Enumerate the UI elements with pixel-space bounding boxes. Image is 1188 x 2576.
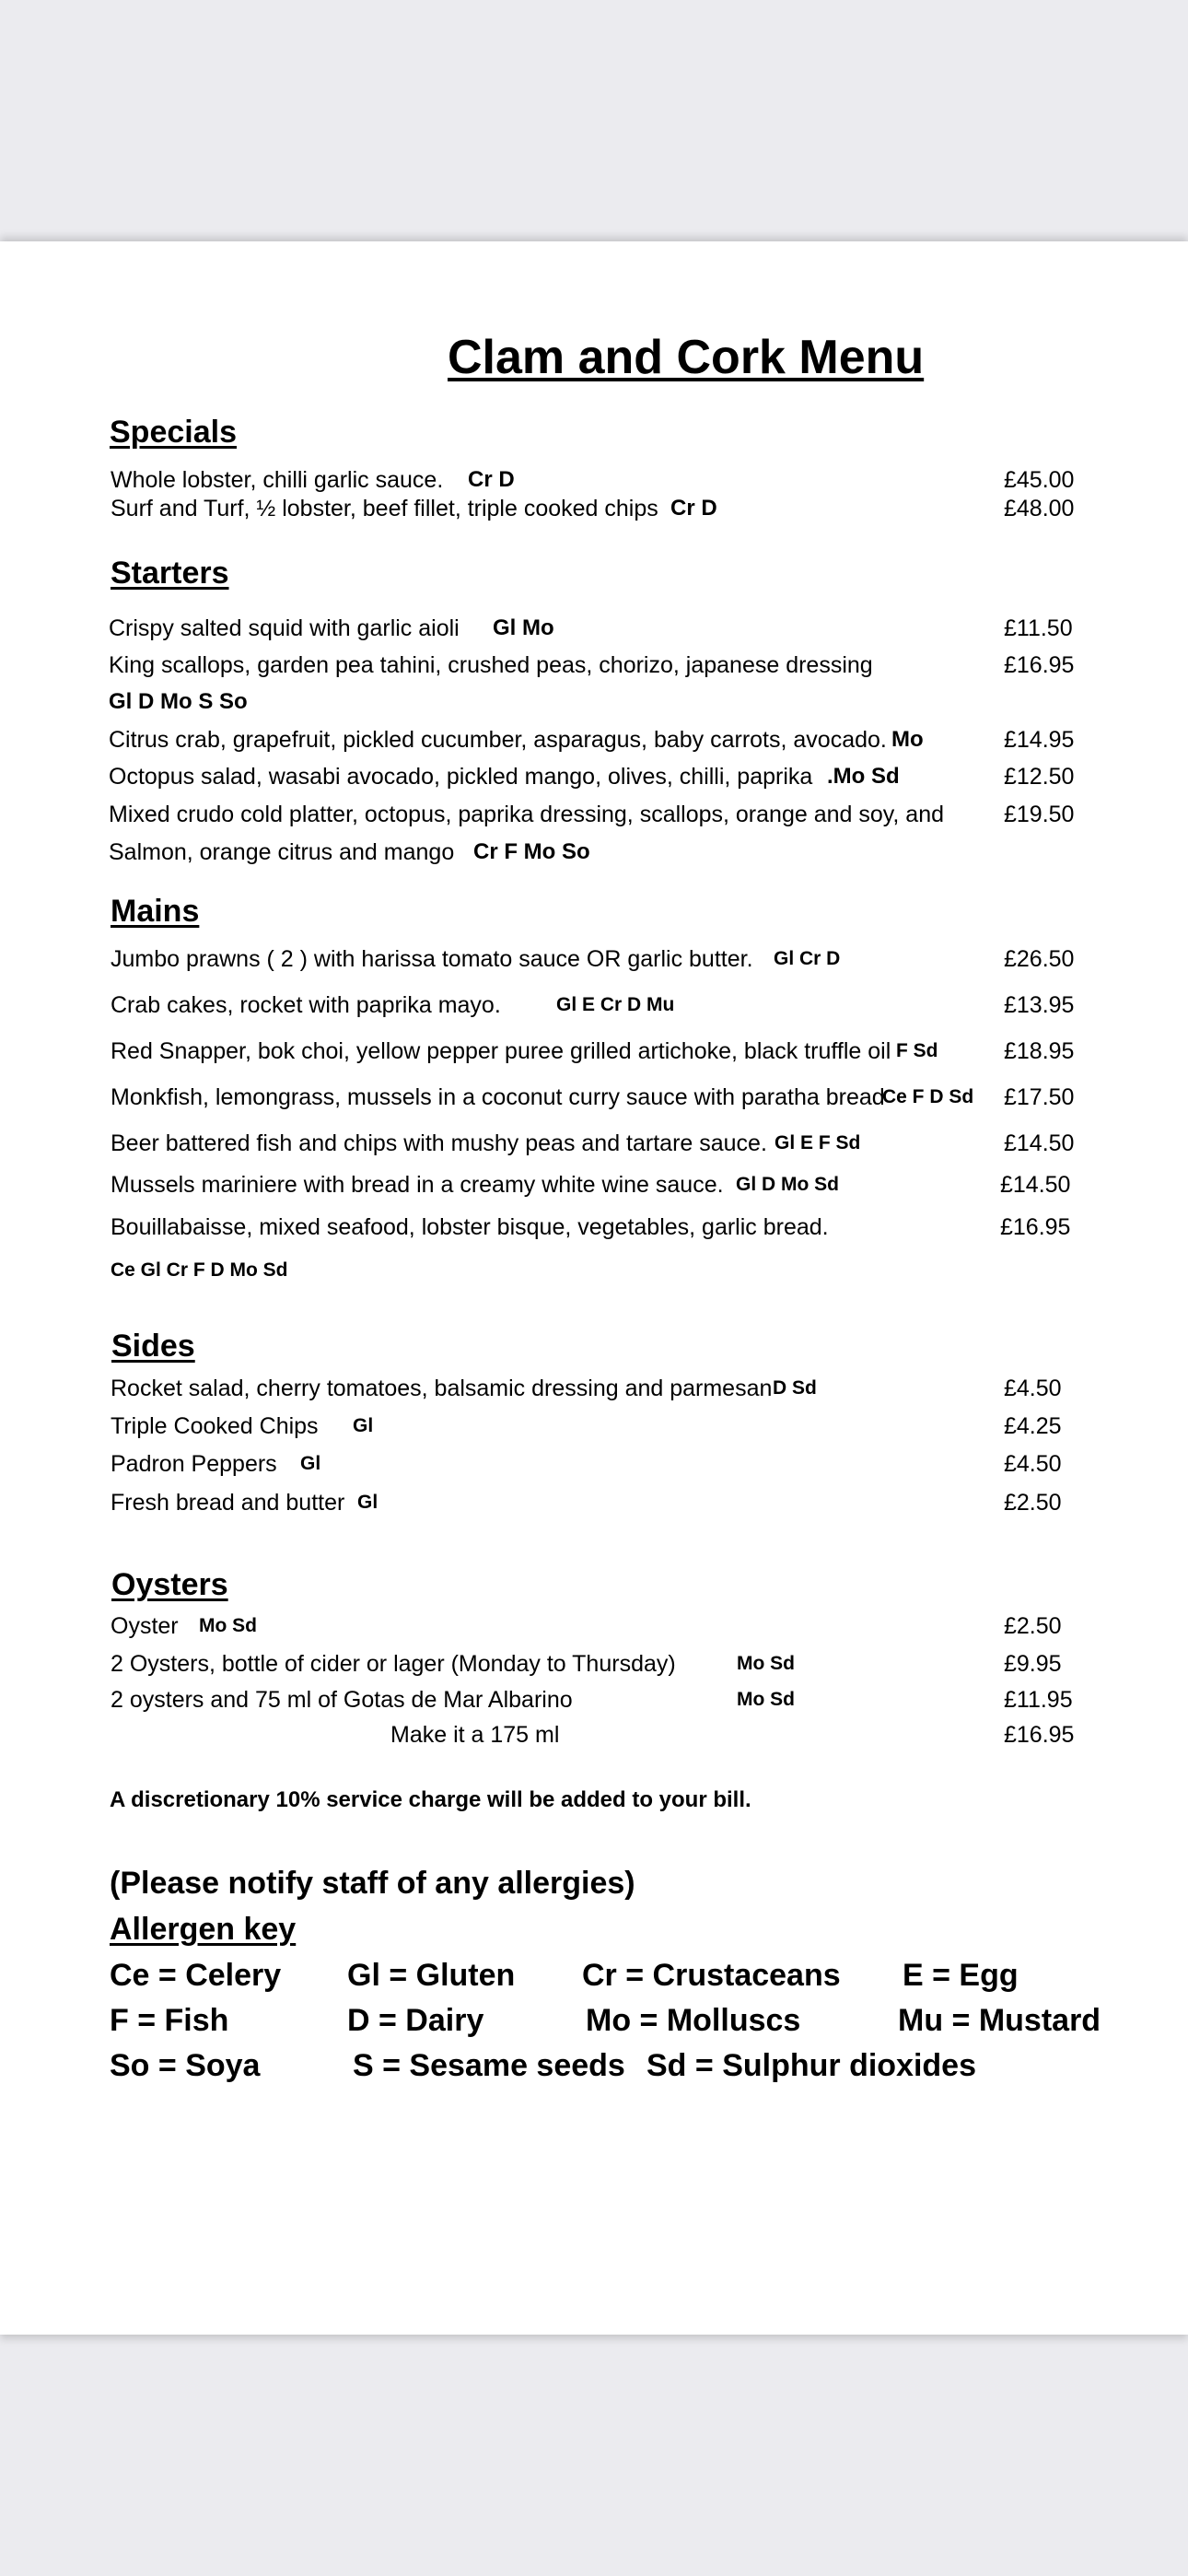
allergen-codes: Mo <box>891 727 924 752</box>
menu-item-name: Monkfish, lemongrass, mussels in a coconut curry sauce with paratha bread <box>111 1084 885 1110</box>
menu-item-name: Surf and Turf, ½ lobster, beef fillet, triple cooked chips <box>111 496 658 521</box>
menu-item-name: Salmon, orange citrus and mango <box>109 839 455 865</box>
allergen-key-heading: Allergen key <box>110 1912 297 1947</box>
oysters-heading: Oysters <box>111 1567 228 1602</box>
menu-item-price: £16.95 <box>1004 652 1075 678</box>
menu-item-price: £14.50 <box>1000 1172 1071 1198</box>
sides-heading: Sides <box>111 1329 195 1364</box>
menu-item-price: £16.95 <box>1004 1722 1075 1748</box>
menu-item-name: Crab cakes, rocket with paprika mayo. <box>111 992 501 1018</box>
menu-item-price: £4.50 <box>1004 1376 1062 1401</box>
menu-item-name: Bouillabaisse, mixed seafood, lobster bisque, vegetables, garlic bread. <box>111 1214 829 1240</box>
allergen-key-entry: S = Sesame seeds <box>353 2048 625 2083</box>
menu-item-name: Fresh bread and butter <box>111 1490 345 1516</box>
menu-item-price: £2.50 <box>1004 1613 1062 1639</box>
allergen-codes: .Mo Sd <box>827 764 900 789</box>
menu-item-name: King scallops, garden pea tahini, crushed peas, chorizo, japanese dressing <box>109 652 873 678</box>
starters-heading: Starters <box>111 556 229 591</box>
allergen-codes: Cr D <box>468 467 515 492</box>
allergen-key-entry: Gl = Gluten <box>347 1958 516 1993</box>
menu-item-name: Whole lobster, chilli garlic sauce. <box>111 467 444 493</box>
menu-item-name: 2 Oysters, bottle of cider or lager (Monday to Thursday) <box>111 1651 676 1677</box>
allergen-codes: Gl <box>357 1492 379 1513</box>
service-charge-note: A discretionary 10% service charge will be added to your bill. <box>110 1787 751 1812</box>
menu-item-price: £9.95 <box>1004 1651 1062 1677</box>
menu-item-price: £18.95 <box>1004 1038 1075 1064</box>
allergen-codes: Mo Sd <box>737 1689 795 1710</box>
menu-item-price: £16.95 <box>1000 1214 1071 1240</box>
allergen-codes: F Sd <box>896 1040 938 1061</box>
menu-item-name: Mixed crudo cold platter, octopus, paprika dressing, scallops, orange and soy, and <box>109 802 945 827</box>
menu-item-price: £4.25 <box>1004 1413 1062 1439</box>
allergen-codes: Mo Sd <box>199 1615 257 1636</box>
menu-item-price: £19.50 <box>1004 802 1075 827</box>
menu-item-price: £2.50 <box>1004 1490 1062 1516</box>
allergen-key-entry: So = Soya <box>110 2048 261 2083</box>
allergen-codes: Gl <box>300 1453 321 1474</box>
allergen-key-entry: E = Egg <box>903 1958 1019 1993</box>
allergen-key-entry: D = Dairy <box>347 2003 484 2038</box>
mains-heading: Mains <box>111 894 200 929</box>
menu-item-price: £12.50 <box>1004 764 1075 790</box>
allergen-codes: Gl D Mo Sd <box>736 1174 839 1195</box>
menu-item-price: £14.50 <box>1004 1130 1075 1156</box>
menu-item-price: £4.50 <box>1004 1451 1062 1477</box>
menu-item-price: £11.50 <box>1004 615 1073 641</box>
menu-item-price: £17.50 <box>1004 1084 1075 1110</box>
allergen-key-entry: Mo = Molluscs <box>586 2003 801 2038</box>
allergen-codes: Gl Mo <box>493 615 554 640</box>
allergen-codes: D Sd <box>773 1377 817 1399</box>
menu-item-name: Rocket salad, cherry tomatoes, balsamic dressing and parmesan <box>111 1376 773 1401</box>
menu-item-name: Crispy salted squid with garlic aioli <box>109 615 460 641</box>
menu-item-name: Octopus salad, wasabi avocado, pickled mango, olives, chilli, paprika <box>109 764 813 790</box>
allergen-codes: Mo Sd <box>737 1653 795 1674</box>
allergy-notice: (Please notify staff of any allergies) <box>110 1866 635 1901</box>
specials-heading: Specials <box>110 415 237 450</box>
allergen-key-entry: F = Fish <box>110 2003 229 2038</box>
menu-item-name: Oyster <box>111 1613 179 1639</box>
allergen-codes: Cr D <box>670 496 717 521</box>
allergen-codes: Gl E F Sd <box>775 1132 861 1153</box>
allergen-key-entry: Mu = Mustard <box>898 2003 1101 2038</box>
menu-item-price: £14.95 <box>1004 727 1075 753</box>
menu-item-price: £26.50 <box>1004 946 1075 972</box>
menu-item-name: Red Snapper, bok choi, yellow pepper puree grilled artichoke, black truffle oil <box>111 1038 891 1064</box>
allergen-codes: Gl E Cr D Mu <box>556 994 675 1015</box>
menu-item-name: Mussels mariniere with bread in a creamy white wine sauce. <box>111 1172 724 1198</box>
allergen-codes: Ce F D Sd <box>882 1086 974 1107</box>
allergen-key-entry: Sd = Sulphur dioxides <box>646 2048 976 2083</box>
allergen-codes: Gl <box>353 1415 374 1436</box>
menu-item-price: £45.00 <box>1004 467 1075 493</box>
menu-item-name: Citrus crab, grapefruit, pickled cucumber, asparagus, baby carrots, avocado. <box>109 727 887 753</box>
allergen-codes: Gl Cr D <box>774 948 841 969</box>
menu-item-name: Triple Cooked Chips <box>111 1413 319 1439</box>
allergen-key-entry: Cr = Crustaceans <box>582 1958 841 1993</box>
allergen-codes: Gl D Mo S So <box>109 689 248 714</box>
menu-item-name: 2 oysters and 75 ml of Gotas de Mar Albarino <box>111 1687 573 1713</box>
allergen-codes: Ce Gl Cr F D Mo Sd <box>111 1259 288 1281</box>
allergen-codes: Cr F Mo So <box>473 839 590 864</box>
menu-item-price: £48.00 <box>1004 496 1075 521</box>
menu-item-name: Padron Peppers <box>111 1451 277 1477</box>
menu-item-name: Jumbo prawns ( 2 ) with harissa tomato sauce OR garlic butter. <box>111 946 753 972</box>
menu-item-price: £11.95 <box>1004 1687 1073 1713</box>
menu-item-price: £13.95 <box>1004 992 1075 1018</box>
menu-title: Clam and Cork Menu <box>448 331 925 384</box>
menu-item-name: Beer battered fish and chips with mushy peas and tartare sauce. <box>111 1130 767 1156</box>
menu-item-name: Make it a 175 ml <box>390 1722 560 1748</box>
menu-page <box>0 241 1188 2335</box>
allergen-key-entry: Ce = Celery <box>110 1958 282 1993</box>
